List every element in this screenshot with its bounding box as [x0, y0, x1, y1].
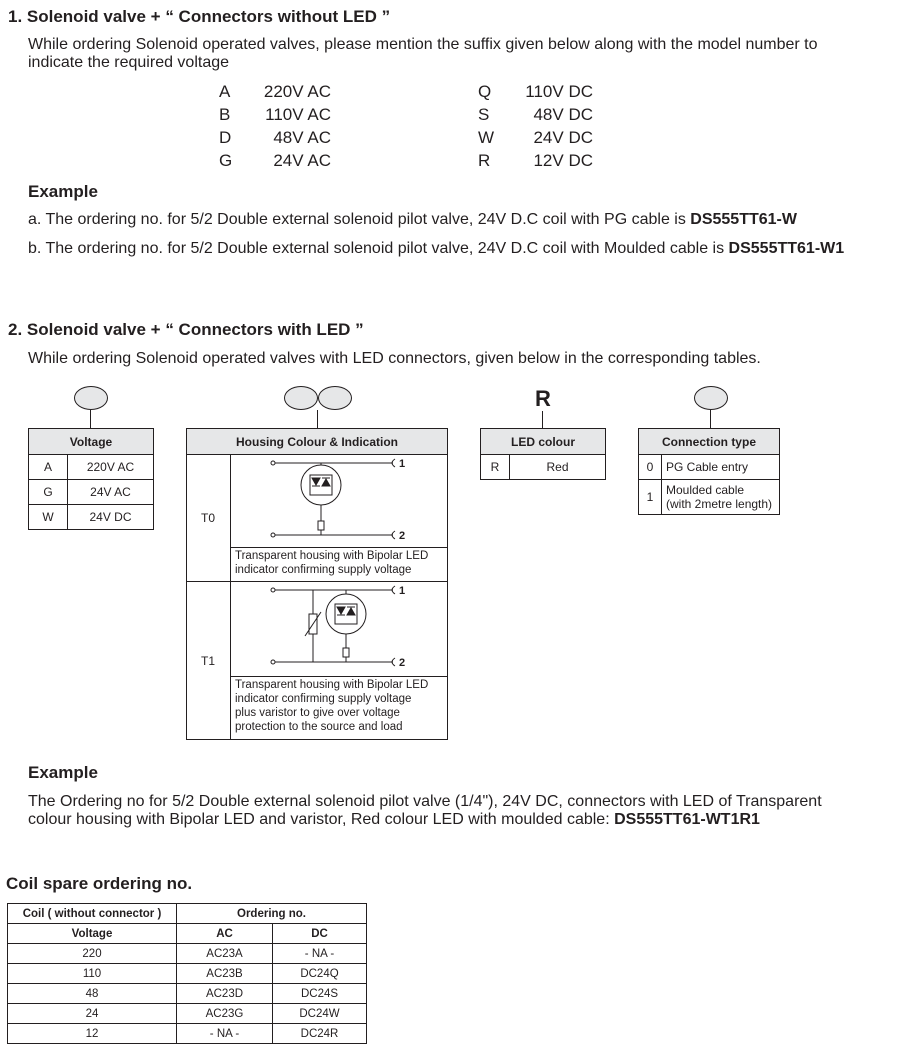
example-b-text: b. The ordering no. for 5/2 Double external solenoid pilot valve, 24V D.C coil with Moulded cable is: [28, 240, 729, 257]
coil-spare-table: [7, 903, 367, 1044]
voltage-code: A: [29, 455, 68, 480]
connector-line: [710, 410, 711, 428]
housing-t0-description: [235, 549, 428, 577]
connection-code: 0: [639, 455, 662, 480]
connection-code: 1: [639, 480, 662, 515]
led-colour-table-header: LED colour: [481, 429, 606, 455]
coil-ac: AC23B: [177, 964, 273, 984]
housing-t1-description: [235, 678, 428, 734]
voltage-code: W: [29, 505, 68, 530]
led-colour-marker: R: [535, 386, 551, 411]
housing-code: T1: [187, 582, 231, 740]
coil-ac: AC23D: [177, 984, 273, 1004]
section2-intro: While ordering Solenoid operated valves with LED connectors, given below in the corresponding tables.: [28, 350, 761, 367]
suffix-value: 48V DC: [533, 105, 593, 124]
desc-line: Transparent housing with Bipolar LED: [235, 679, 429, 691]
suffix-code: S: [478, 105, 490, 124]
table-row: [8, 1004, 367, 1024]
table-row: [639, 480, 780, 515]
voltage-value: 24V AC: [68, 480, 154, 505]
connection-value: [662, 480, 780, 515]
connection-value: PG Cable entry: [662, 455, 780, 480]
terminal-2-label: 2: [399, 657, 406, 669]
desc-line: indicator confirming supply voltage: [235, 564, 412, 576]
section2-example-line2: [28, 811, 760, 829]
section1-intro-line1: While ordering Solenoid operated valves, please mention the suffix given below along with the model number to: [28, 36, 818, 53]
table-row: [8, 944, 367, 964]
housing-t0-cell: [231, 455, 447, 581]
suffix-value: 24V DC: [533, 128, 593, 147]
table-row: [8, 1024, 367, 1044]
ordering-header: Ordering no.: [177, 904, 367, 924]
connection-value-line: Moulded cable: [666, 483, 745, 497]
housing-table: [186, 428, 448, 740]
divider: [231, 676, 447, 677]
suffix-value: 110V DC: [525, 82, 593, 101]
section2-example-line1: The Ordering no for 5/2 Double external solenoid pilot valve (1/4"), 24V DC, connectors with LED of Transparent: [28, 793, 822, 810]
section1-intro-line2: indicate the required voltage: [28, 54, 230, 71]
voltage-header: Voltage: [8, 924, 177, 944]
example-line2-code: DS555TT61-WT1R1: [614, 811, 760, 828]
suffix-value: 24V AC: [273, 151, 331, 170]
voltage-value: 220V AC: [68, 455, 154, 480]
voltage-selector-oval: [74, 386, 108, 410]
coil-voltage: 12: [8, 1024, 177, 1044]
coil-dc: DC24W: [273, 1004, 367, 1024]
example-a-text: a. The ordering no. for 5/2 Double external solenoid pilot valve, 24V D.C coil with PG cable is: [28, 211, 691, 228]
table-header-row: [8, 904, 367, 924]
coil-voltage: 110: [8, 964, 177, 984]
voltage-table: [28, 428, 154, 530]
voltage-code: G: [29, 480, 68, 505]
suffix-value: 12V DC: [533, 151, 593, 170]
terminal-1-label: 1: [399, 458, 406, 470]
terminal-1-label: 1: [399, 585, 406, 597]
section1-example-heading: Example: [28, 182, 98, 201]
example-line2-text: colour housing with Bipolar LED and varistor, Red colour LED with moulded cable:: [28, 811, 615, 828]
desc-line: protection to the source and load: [235, 721, 403, 733]
voltage-value: 24V DC: [68, 505, 154, 530]
coil-ac: AC23G: [177, 1004, 273, 1024]
coil-ac: - NA -: [177, 1024, 273, 1044]
coil-voltage: 220: [8, 944, 177, 964]
coil-voltage: 48: [8, 984, 177, 1004]
connector-line: [542, 411, 543, 428]
coil-dc: DC24R: [273, 1024, 367, 1044]
suffix-code: A: [219, 82, 231, 101]
table-row: [481, 455, 606, 480]
desc-line: Transparent housing with Bipolar LED: [235, 550, 429, 562]
section2-heading: 2. Solenoid valve + “ Connectors with LED ”: [8, 320, 364, 339]
coil-dc: DC24S: [273, 984, 367, 1004]
section1-example-b: [28, 240, 844, 258]
example-b-code: DS555TT61-W1: [728, 240, 845, 257]
dc-header: DC: [273, 924, 367, 944]
desc-line: indicator confirming supply voltage: [235, 693, 412, 705]
table-row: [29, 480, 154, 505]
coil-dc: - NA -: [273, 944, 367, 964]
suffix-code: W: [478, 128, 495, 147]
led-code: R: [481, 455, 510, 480]
example-a-code: DS555TT61-W: [690, 211, 797, 228]
section1-heading: 1. Solenoid valve + “ Connectors without LED ”: [8, 7, 391, 26]
suffix-code: R: [478, 151, 491, 170]
table-row: [639, 455, 780, 480]
table-row: [8, 984, 367, 1004]
connector-line: [90, 410, 91, 428]
connection-selector-oval: [694, 386, 728, 410]
ac-header: AC: [177, 924, 273, 944]
connection-type-table: [638, 428, 780, 515]
led-colour-table: [480, 428, 606, 480]
coil-heading: Coil spare ordering no.: [6, 874, 193, 893]
suffix-code: Q: [478, 82, 492, 101]
housing-selector-oval-1: [284, 386, 318, 410]
housing-code: T0: [187, 455, 231, 582]
housing-t1-cell: [231, 582, 447, 739]
bipolar-led-circuit-diagram: [231, 455, 447, 549]
voltage-table-header: Voltage: [29, 429, 154, 455]
led-value: Red: [510, 455, 606, 480]
section1-example-a: [28, 211, 797, 229]
suffix-value: 220V AC: [263, 82, 331, 101]
section2-example-heading: Example: [28, 763, 98, 782]
terminal-2-label: 2: [399, 530, 406, 542]
connection-type-table-header: Connection type: [639, 429, 780, 455]
coil-dc: DC24Q: [273, 964, 367, 984]
divider: [231, 547, 447, 548]
suffix-value: 48V AC: [273, 128, 331, 147]
bipolar-led-varistor-circuit-diagram: [231, 582, 447, 678]
suffix-code: G: [219, 151, 233, 170]
connector-line: [317, 410, 318, 428]
housing-selector-oval-2: [318, 386, 352, 410]
suffix-code: B: [219, 105, 231, 124]
suffix-code: D: [219, 128, 232, 147]
table-row: [29, 505, 154, 530]
table-row: [187, 582, 448, 740]
desc-line: plus varistor to give over voltage: [235, 707, 400, 719]
suffix-value: 110V AC: [265, 105, 331, 124]
table-row: [8, 964, 367, 984]
table-row: [187, 455, 448, 582]
housing-table-header: Housing Colour & Indication: [187, 429, 448, 455]
coil-header: Coil ( without connector ): [8, 904, 177, 924]
table-row: [29, 455, 154, 480]
coil-voltage: 24: [8, 1004, 177, 1024]
coil-ac: AC23A: [177, 944, 273, 964]
connection-value-line: (with 2metre length): [666, 497, 773, 511]
table-header-row: [8, 924, 367, 944]
